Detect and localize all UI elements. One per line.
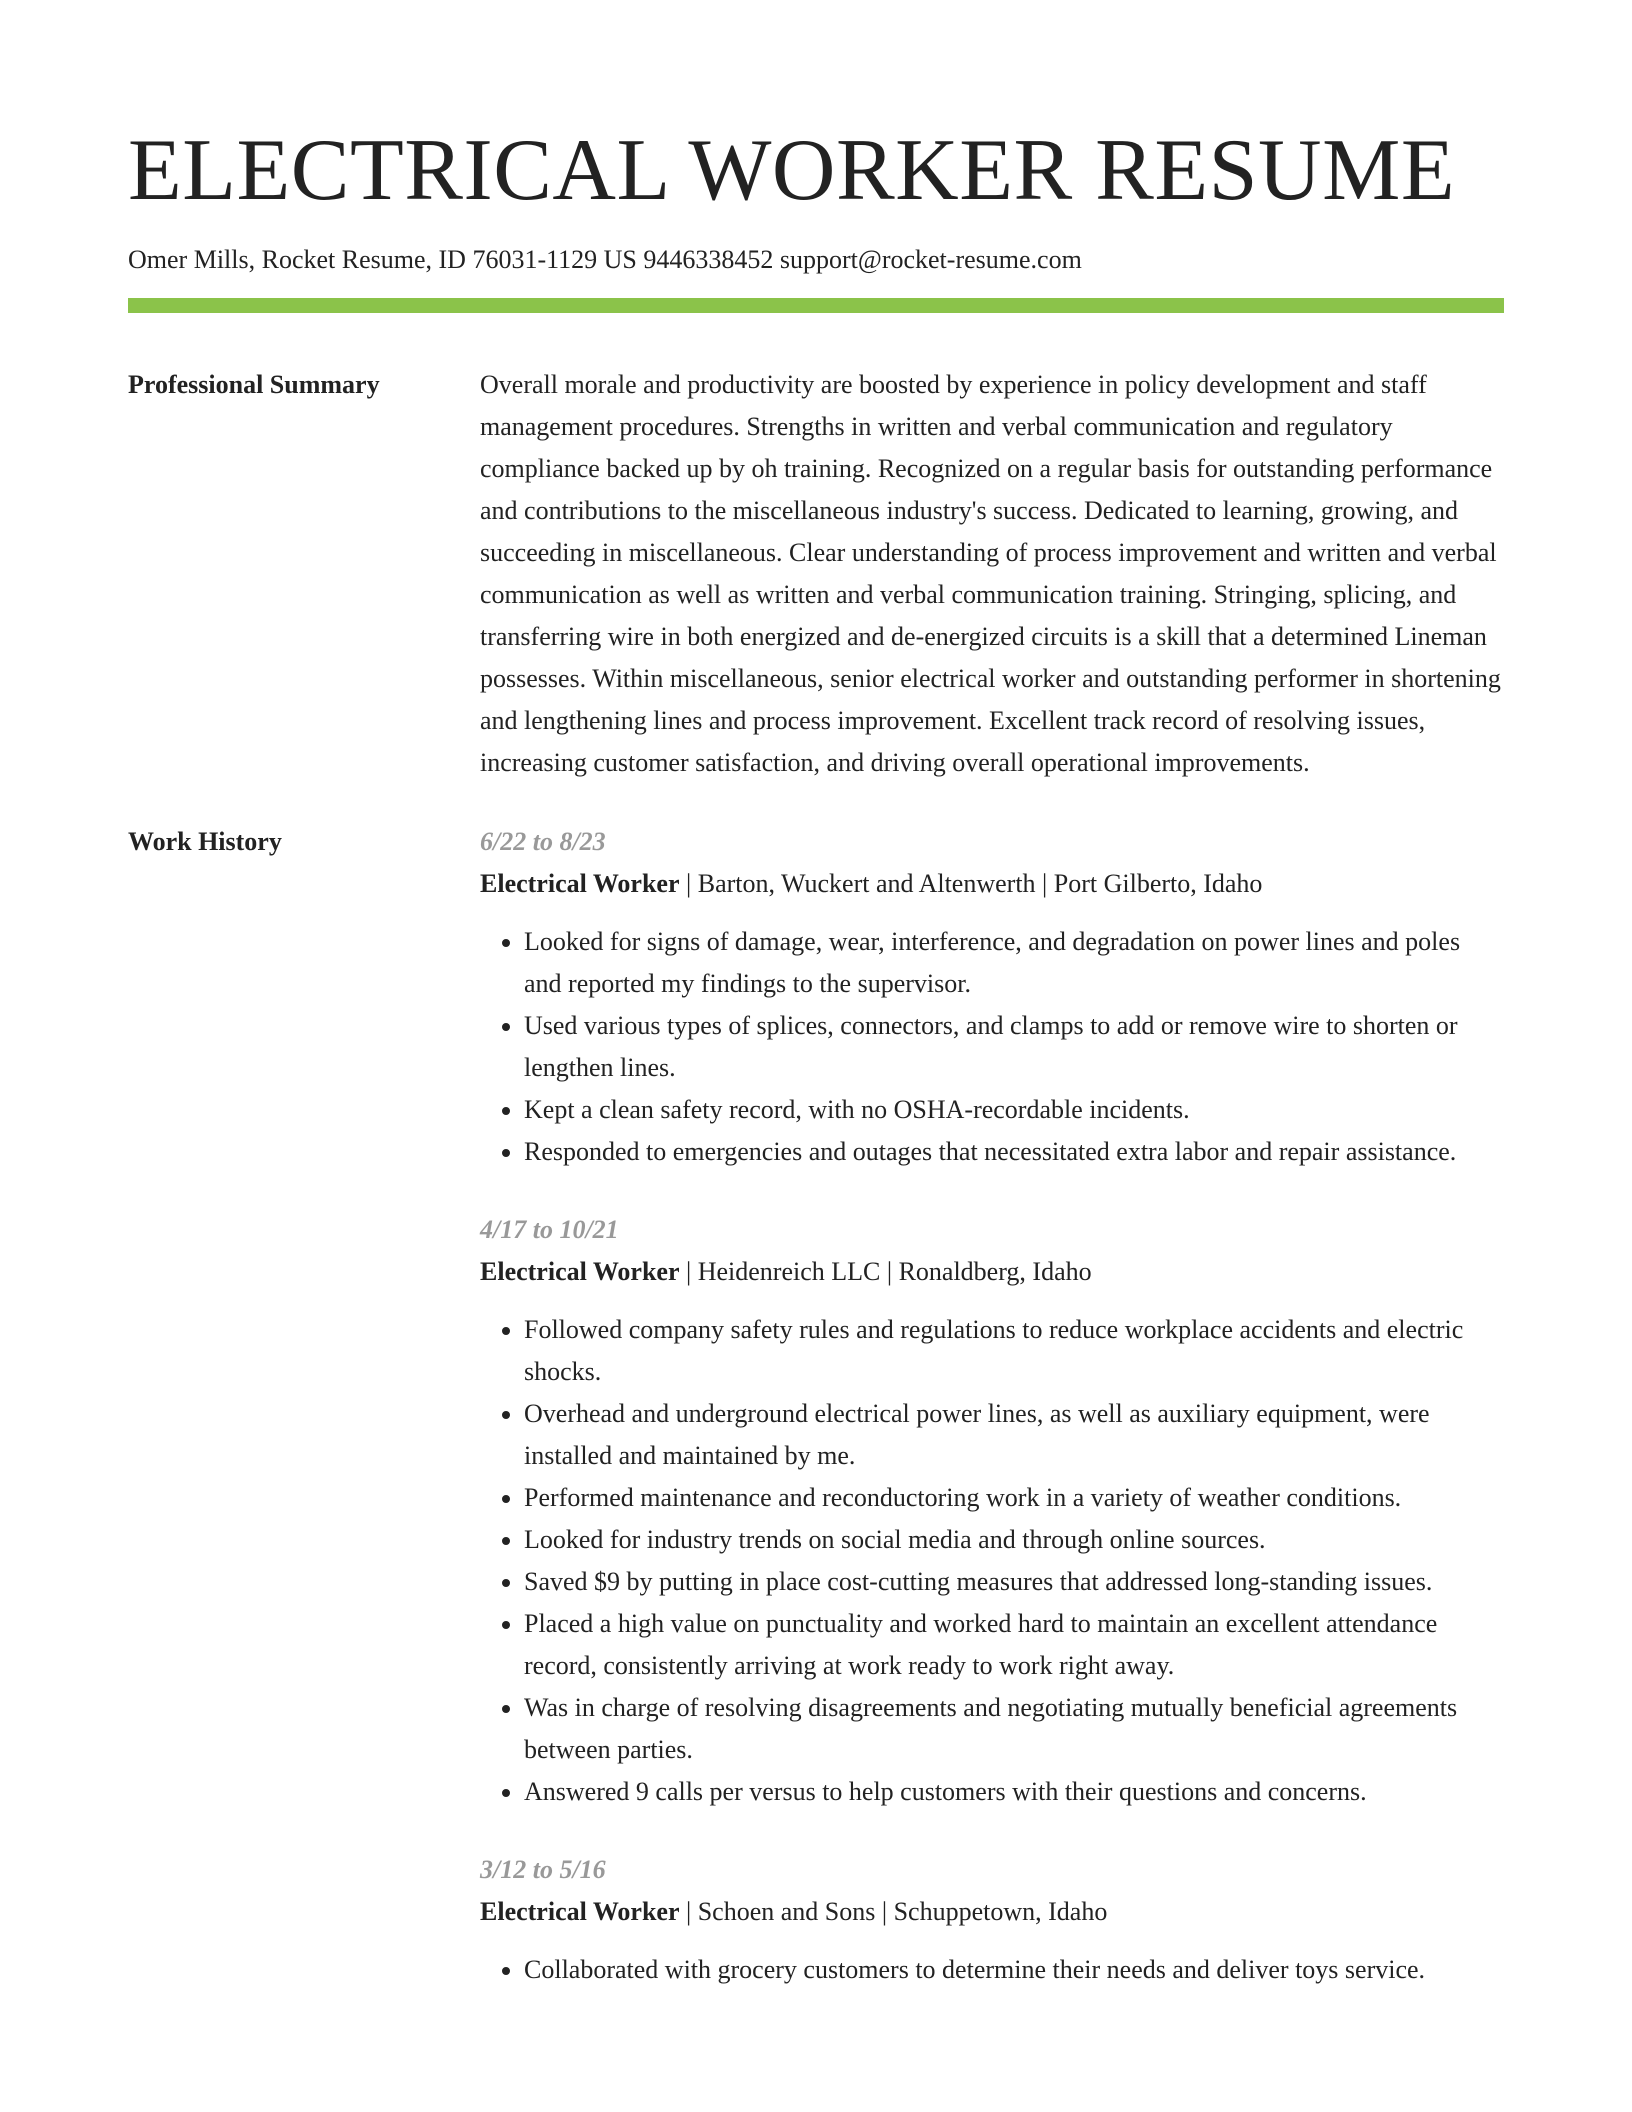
job-bullet: • Looked for signs of damage, wear, interference, and degradation on power lines and poles and reported my findings to the supervisor. [524,921,1504,1005]
job-title: Electrical Worker [480,869,680,898]
job-heading [480,863,1504,905]
job-bullet: • Looked for industry trends on social media and through online sources. [524,1519,1504,1561]
job-dates: 6/22 to 8/23 [480,827,606,856]
job-bullet: • Responded to emergencies and outages that necessitated extra labor and repair assistance. [524,1131,1504,1173]
job-bullet: • Used various types of splices, connectors, and clamps to add or remove wire to shorten or lengthen lines. [524,1005,1504,1089]
job-bullet-list [480,921,1504,1173]
job-employer-location: | Heidenreich LLC | Ronaldberg, Idaho [679,1257,1092,1286]
job-bullet: • Kept a clean safety record, with no OSHA-recordable incidents. [524,1089,1504,1131]
job-employer-location: | Schoen and Sons | Schuppetown, Idaho [679,1897,1108,1926]
section-label-work-history: Work History [128,827,282,856]
work-history-section [128,821,1504,2027]
job-bullet: • Saved $9 by putting in place cost-cutting measures that addressed long-standing issues. [524,1561,1504,1603]
job-bullet-list [480,1949,1504,1991]
job-bullet-list [480,1309,1504,1813]
job-entry [480,1209,1504,1813]
job-dates: 4/17 to 10/21 [480,1215,619,1244]
job-title: Electrical Worker [480,1257,680,1286]
job-entry [480,821,1504,1173]
job-title: Electrical Worker [480,1897,680,1926]
job-bullet: • Collaborated with grocery customers to determine their needs and deliver toys service. [524,1949,1504,1991]
job-entry [480,1849,1504,1991]
job-bullet: • Overhead and underground electrical power lines, as well as auxiliary equipment, were installed and maintained by me. [524,1393,1504,1477]
job-dates: 3/12 to 5/16 [480,1855,606,1884]
job-bullet: • Was in charge of resolving disagreements and negotiating mutually beneficial agreements between parties. [524,1687,1504,1771]
work-history-list [480,821,1504,2027]
summary-text: Overall morale and productivity are boosted by experience in policy development and staff management procedures. Strengths in written and verbal communication and regulatory compliance backed up by oh training. Recognized on a regular basis for outstanding performance and contributions to the miscellaneous industry's success. Dedicated to learning, growing, and succeeding in miscellaneous. Clear understanding of process improvement and written and verbal communication as well as written and verbal communication training. Stringing, splicing, and transferring wire in both energized and de-energized circuits is a skill that a determined Lineman possesses. Within miscellaneous, senior electrical worker and outstanding performer in shortening and lengthening lines and process improvement. Excellent track record of resolving issues, increasing customer satisfaction, and driving overall operational improvements. [480,370,1501,777]
job-heading [480,1891,1504,1933]
job-bullet: • Performed maintenance and reconductoring work in a variety of weather conditions. [524,1477,1504,1519]
resume-page [128,116,1504,2027]
job-bullet: • Answered 9 calls per versus to help customers with their questions and concerns. [524,1771,1504,1813]
contact-line: Omer Mills, Rocket Resume, ID 76031-1129 US 9446338452 support@rocket-resume.com [128,245,1082,274]
job-heading [480,1251,1504,1293]
section-label-summary: Professional Summary [128,370,380,399]
job-bullet: • Placed a high value on punctuality and worked hard to maintain an excellent attendance record, consistently arriving at work ready to work right away. [524,1603,1504,1687]
job-bullet: • Followed company safety rules and regulations to reduce workplace accidents and electric shocks. [524,1309,1504,1393]
professional-summary-section [128,364,1504,784]
accent-divider [128,298,1504,313]
resume-title: ELECTRICAL WORKER RESUME [128,122,1456,219]
job-employer-location: | Barton, Wuckert and Altenwerth | Port Gilberto, Idaho [679,869,1263,898]
